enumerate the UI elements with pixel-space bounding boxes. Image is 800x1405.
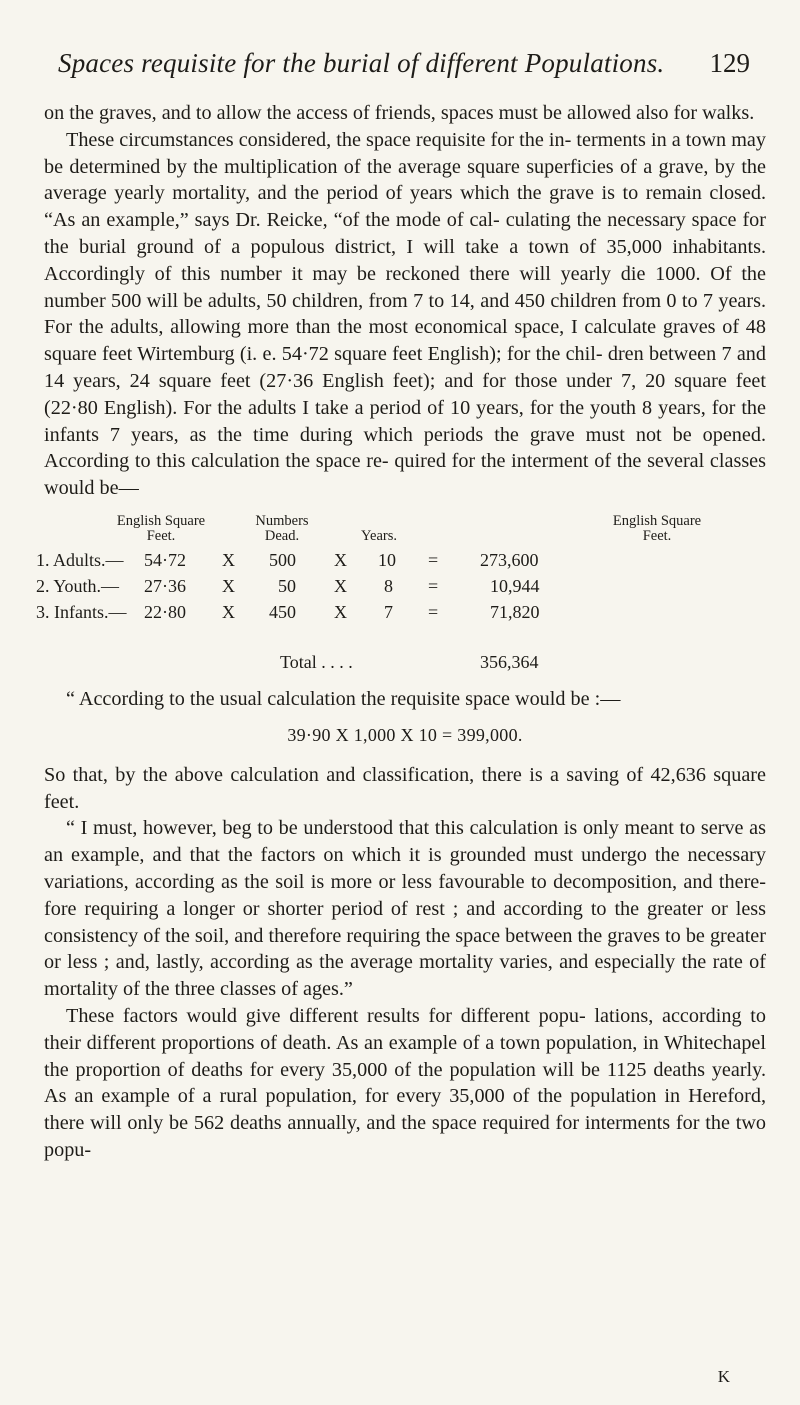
table-row [36, 575, 744, 602]
row-years: 7 [384, 601, 393, 622]
header-sqft-line2: Feet. [146, 527, 176, 544]
space-calculation-table [36, 510, 766, 686]
table-row [36, 601, 744, 628]
formula: 39·90 X 1,000 X 10 = 399,000. [287, 724, 523, 745]
row-label: 1. Adults.— [36, 549, 124, 570]
row-result: 10,944 [490, 575, 540, 596]
page-body [36, 100, 766, 1164]
row-years: 8 [384, 575, 393, 596]
header-numbers-line2: Dead. [264, 527, 300, 544]
header-result-line1: English Square [612, 512, 702, 529]
row-result: 273,600 [480, 549, 539, 570]
header-sqft [96, 514, 226, 544]
total-value: 356,364 [480, 651, 539, 672]
row-label: 2. Youth.— [36, 575, 120, 596]
header-sqft-line1: English Square [116, 512, 206, 529]
row-times: X [334, 601, 347, 622]
running-head [58, 48, 750, 82]
row-times: X [222, 601, 235, 622]
row-times: X [334, 549, 347, 570]
header-years-line1: Years. [361, 527, 397, 544]
paragraph-quote: “ I must, however, beg to be understood that this calculation is only meant to serve as an example, and that the factors on which it is grounded must undergo the necessary variations, according as the soil is more or less favourable to decomposition, and there- fore requiring a longer or shorter period of rest ; and according to the greater or less consistency of the soil, and therefore requiring the space between the graves to be greater or less ; and, lastly, according as the average mortality varies, and especially the rate of mortality of the three classes of ages.” [44, 817, 766, 1001]
row-result: 71,820 [490, 601, 540, 622]
header-numbers [232, 514, 332, 544]
paragraph-walks: on the graves, and to allow the access of friends, spaces must be allowed also for walks. [44, 102, 755, 124]
row-times: X [222, 549, 235, 570]
signature-mark: K [717, 1367, 730, 1386]
header-numbers-line1: Numbers [255, 512, 309, 529]
row-label: 3. Infants.— [36, 601, 127, 622]
header-result-line2: Feet. [642, 527, 672, 544]
row-equals: = [428, 601, 439, 622]
row-dead: 50 [278, 575, 296, 596]
row-sqft: 27·36 [144, 575, 186, 596]
row-sqft: 54·72 [144, 549, 186, 570]
running-title: Spaces requisite for the burial of different Populations. [58, 48, 665, 78]
row-dead: 450 [269, 601, 296, 622]
page-number: 129 [709, 48, 750, 78]
row-sqft: 22·80 [144, 601, 186, 622]
total-label: Total . . . . [280, 651, 353, 672]
row-years: 10 [378, 549, 396, 570]
row-equals: = [428, 575, 439, 596]
paragraph-reicke: These circumstances considered, the space requisite for the in- terments in a town may be determined by the multiplication of the average square superficies of a grave, by the average yearly mortality, and the period of years which the grave is to remain closed. “As an example,” says Dr. Reicke, “of the mode of cal- culating the necessary space for the burial ground of a populous district, I will take a town of 35,000 inhabitants. Accordingly of this number it may be reckoned there will yearly die 1000. Of the number 500 will be adults, 50 children, from 7 to 14, and 450 children from 0 to 7 years. For the adults, allowing more than the most economical space, I calculate graves of 48 square feet Wirtemburg (i. e. 54·72 square feet English); for the chil- dren between 7 and 14 years, 24 square feet (27·36 English feet); and for those under 7, 20 square feet (22·80 English). For the adults I take a period of 10 years, for the youth 8 years, for the infants 7 years, as the time during which periods the grave must not be opened. According to this calculation the space re- quired for the interment of the several classes would be— [44, 128, 766, 500]
row-dead: 500 [269, 549, 296, 570]
header-result [592, 514, 722, 544]
row-times: X [222, 575, 235, 596]
table-row [36, 549, 744, 576]
header-years [344, 529, 414, 544]
row-times: X [334, 575, 347, 596]
paragraph-saving: So that, by the above calculation and classification, there is a saving of 42,636 square feet. [44, 763, 766, 813]
paragraph-factors: These factors would give different results for different popu- lations, according to their different proportions of death. As an example of a town population, in Whitechapel the proportion of deaths for every 35,000 of the population will be 1125 deaths yearly. As an example of a rural population, for every 35,000 of the population in Hereford, there will only be 562 deaths annually, and the space required for interments for the two popu- [44, 1004, 766, 1161]
row-equals: = [428, 549, 439, 570]
paragraph-usual-calculation: “ According to the usual calculation the requisite space would be :— [66, 687, 621, 710]
